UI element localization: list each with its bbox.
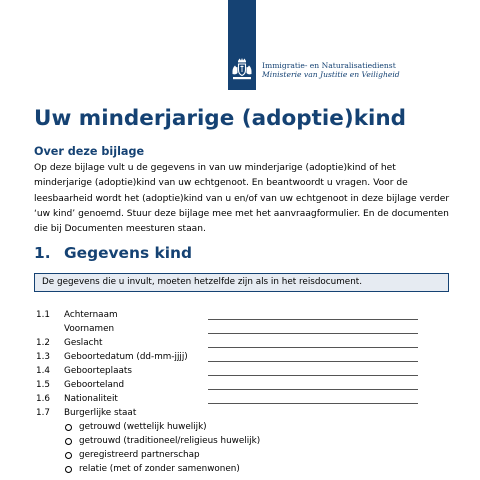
field-label: Burgerlijke staat <box>64 408 137 418</box>
organisation-block <box>262 61 400 79</box>
field-number: 1.4 <box>36 366 50 376</box>
nationaliteit-field[interactable] <box>208 403 418 404</box>
field-label: Voornamen <box>64 324 115 334</box>
intro-paragraph <box>34 161 459 237</box>
intro-line: Op deze bijlage vult u de gegevens in van uw minderjarige (adoptie)kind of het <box>34 163 396 173</box>
form-row-voornamen <box>0 323 480 335</box>
field-number: 1.5 <box>36 380 50 390</box>
field-number: 1.2 <box>36 338 50 348</box>
coat-of-arms-icon <box>228 56 256 84</box>
radio-circle-icon[interactable] <box>65 452 72 459</box>
form-row-burgerlijke-staat <box>0 407 480 419</box>
field-label: Geboorteplaats <box>64 366 132 376</box>
achternaam-field[interactable] <box>208 319 418 320</box>
notice-box: De gegevens die u invult, moeten hetzelfde zijn als in het reisdocument. <box>34 273 449 292</box>
form-row-achternaam <box>0 309 480 321</box>
form-row-geslacht <box>0 337 480 349</box>
form-row-geboortedatum <box>0 351 480 363</box>
intro-line: minderjarige (adoptie)kind van uw echtgenoot. En beantwoordt u vragen. Voor de <box>34 178 408 189</box>
field-label: Achternaam <box>64 310 118 320</box>
form-row-geboorteplaats <box>0 365 480 377</box>
option-label: getrouwd (traditioneel/religieus huwelijk) <box>79 436 261 446</box>
option-label: getrouwd (wettelijk huwelijk) <box>79 422 207 432</box>
ministry-name: Ministerie van Justitie en Veiligheid <box>262 70 400 79</box>
field-number: 1.3 <box>36 352 50 362</box>
option-label: relatie (met of zonder samenwonen) <box>79 464 240 474</box>
field-label: Geslacht <box>64 338 103 348</box>
geboorteplaats-field[interactable] <box>208 375 418 376</box>
option-label: geregistreerd partnerschap <box>79 450 200 460</box>
intro-line: leesbaarheid wordt het (adoptie)kind van u en/of van uw echtgenoot in deze bijlage verder <box>34 193 450 204</box>
field-number: 1.6 <box>36 394 50 404</box>
form-row-geboorteland <box>0 379 480 391</box>
geboorteland-field[interactable] <box>208 389 418 390</box>
section-number: 1. <box>34 244 51 262</box>
geslacht-field[interactable] <box>208 347 418 348</box>
field-label: Nationaliteit <box>64 394 118 404</box>
field-number: 1.7 <box>36 408 50 418</box>
intro-line: die bij Documenten meesturen staan. <box>34 224 206 235</box>
section-title <box>34 244 192 262</box>
intro-line: ‘uw kind’ genoemd. Stuur deze bijlage mee met het aanvraagformulier. En de documenten <box>34 208 449 219</box>
radio-circle-icon[interactable] <box>65 438 72 445</box>
form-row-nationaliteit <box>0 393 480 405</box>
organisation-name: Immigratie- en Naturalisatiedienst <box>262 61 396 70</box>
field-label: Geboorteland <box>64 380 125 390</box>
field-label: Geboortedatum (dd-mm-jjjj) <box>64 352 188 362</box>
radio-circle-icon[interactable] <box>65 424 72 431</box>
section-title-text: Gegevens kind <box>64 244 192 262</box>
field-number: 1.1 <box>36 310 50 320</box>
geboortedatum-field[interactable] <box>208 361 418 362</box>
radio-circle-icon[interactable] <box>65 466 72 473</box>
page-title: Uw minderjarige (adoptie)kind <box>34 106 407 131</box>
voornamen-field[interactable] <box>208 333 418 334</box>
intro-heading: Over deze bijlage <box>34 145 145 158</box>
